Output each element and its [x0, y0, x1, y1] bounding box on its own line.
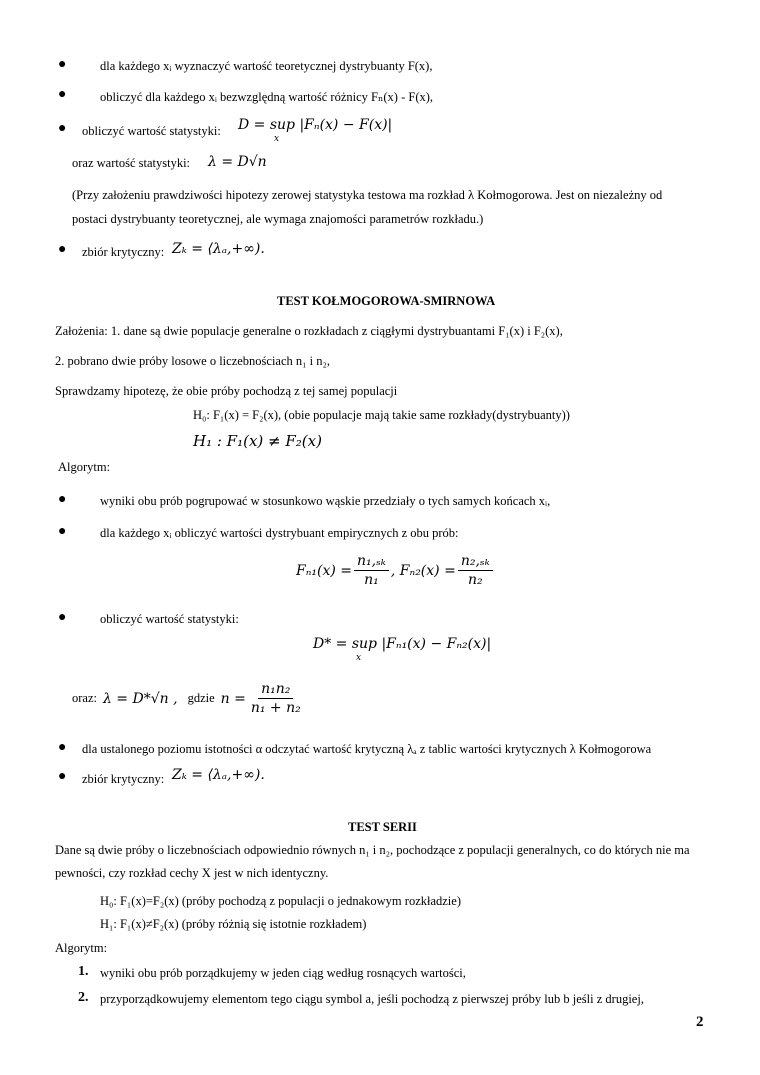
step-text: dla każdego xᵢ wyznaczyć wartość teoretycznej dystrybuanty F(x), [100, 59, 433, 73]
bullet-icon: ● [58, 740, 67, 755]
step-text: przyporządkowujemy elementom tego ciągu symbol a, jeśli pochodzą z pierwszej próby lub b jeśli z drugiej, [100, 992, 644, 1006]
formula-critical-set: Zₖ = ⟨λₐ,+∞). [172, 241, 265, 257]
paragraph-text: Dane są dwie próby o liczebnościach odpowiednio równych n₁ i n₂, pochodzące z populacji generalnych, co do których nie ma [55, 843, 690, 857]
formula-part: Fₙ₁(x) = [296, 562, 352, 579]
formula-part: n = [220, 690, 246, 707]
step-text: zbiór krytyczny: [82, 245, 165, 259]
assumption-text: Założenia: 1. dane są dwie populacje generalne o rozkładach z ciągłymi dystrybuantami F₁(x) i F₂(x), [55, 324, 563, 338]
fraction-denominator: n₁ + n₂ [250, 700, 301, 716]
step-text: obliczyć wartość statystyki: [82, 124, 221, 138]
fraction-denominator: n₁ [364, 572, 379, 588]
formula-critical-set: Zₖ = ⟨λₐ,+∞). [172, 767, 265, 783]
step-text: obliczyć wartość statystyki: [100, 612, 239, 626]
bullet-icon: ● [58, 87, 67, 102]
step-text: wyniki obu prób pogrupować w stosunkowo wąskie przedziały o tych samych końcach xᵢ, [100, 494, 551, 508]
formula-lambda: λ = D√n [208, 154, 267, 170]
step-text: oraz wartość statystyki: [72, 156, 191, 170]
page-number: 2 [696, 1014, 704, 1030]
formula-sup-index: x [274, 134, 280, 144]
paragraph-text: Sprawdzamy hipotezę, że obie próby pochodzą z tej samej populacji [55, 384, 398, 398]
hypothesis-h0: H₀: F₁(x) = F₂(x), (obie populacje mają takie same rozkłady(dystrybuanty)) [193, 408, 570, 422]
fraction [458, 553, 493, 588]
formula-empirical-cdf [296, 553, 495, 588]
formula-part: oraz: [72, 691, 97, 705]
formula-d: D = sup |Fₙ(x) − F(x)| [238, 117, 393, 133]
bullet-icon: ● [58, 242, 67, 257]
formula-dstar: D* = sup |Fₙ₁(x) − Fₙ₂(x)| [313, 636, 492, 652]
note-text: (Przy założeniu prawdziwości hipotezy zerowej statystyka testowa ma rozkład λ Kołmogorowa. Jest on niezależny od [72, 188, 663, 202]
bullet-icon: ● [58, 524, 67, 539]
algorithm-label: Algorytm: [58, 460, 111, 474]
section-heading: TEST SERII [348, 820, 417, 834]
paragraph-text: pewności, czy rozkład cechy X jest w nich identyczny. [55, 866, 329, 880]
step-text: zbiór krytyczny: [82, 772, 165, 786]
fraction-numerator: n₁,ₛₖ [354, 553, 389, 571]
list-number: 2. [78, 990, 89, 1005]
hypothesis-h1: H₁: F₁(x)≠F₂(x) (próby różnią się istotnie rozkładem) [100, 917, 367, 931]
bullet-icon: ● [58, 57, 67, 72]
assumption-text: 2. pobrano dwie próby losowe o liczebnościach n₁ i n₂, [55, 354, 330, 368]
fraction [248, 681, 304, 716]
bullet-icon: ● [58, 492, 67, 507]
formula-lambda-star [72, 681, 306, 716]
fraction [354, 553, 389, 588]
step-text: wyniki obu prób porządkujemy w jeden ciąg według rosnących wartości, [100, 966, 466, 980]
list-number: 1. [78, 964, 89, 979]
hypothesis-h0: H₀: F₁(x)=F₂(x) (próby pochodzą z populacji o jednakowym rozkładzie) [100, 894, 461, 908]
step-text: dla każdego xᵢ obliczyć wartości dystrybuant empirycznych z obu prób: [100, 526, 459, 540]
formula-part: , Fₙ₂(x) = [390, 562, 456, 579]
fraction-numerator: n₂,ₛₖ [458, 553, 493, 571]
hypothesis-h1: H₁ : F₁(x) ≠ F₂(x) [193, 432, 322, 450]
step-text: obliczyć dla każdego xᵢ bezwzględną wartość różnicy Fₙ(x) - F(x), [100, 90, 434, 104]
note-text: postaci dystrybuanty teoretycznej, ale wymaga znajomości parametrów rozkładu.) [72, 212, 484, 226]
section-heading: TEST KOŁMOGOROWA-SMIRNOWA [277, 294, 496, 308]
bullet-icon: ● [58, 610, 67, 625]
fraction-denominator: n₂ [467, 572, 483, 588]
fraction-numerator: n₁n₂ [258, 681, 293, 699]
bullet-icon: ● [58, 121, 67, 136]
algorithm-label: Algorytm: [55, 941, 108, 955]
formula-part: gdzie [187, 691, 215, 705]
formula-part: λ = D*√n , [102, 690, 178, 707]
bullet-icon: ● [58, 769, 67, 784]
formula-sup-index: x [356, 653, 362, 663]
step-text: dla ustalonego poziomu istotności α odczytać wartość krytyczną λₐ z tablic wartości krytycznych λ Kołmogorowa [82, 742, 652, 756]
